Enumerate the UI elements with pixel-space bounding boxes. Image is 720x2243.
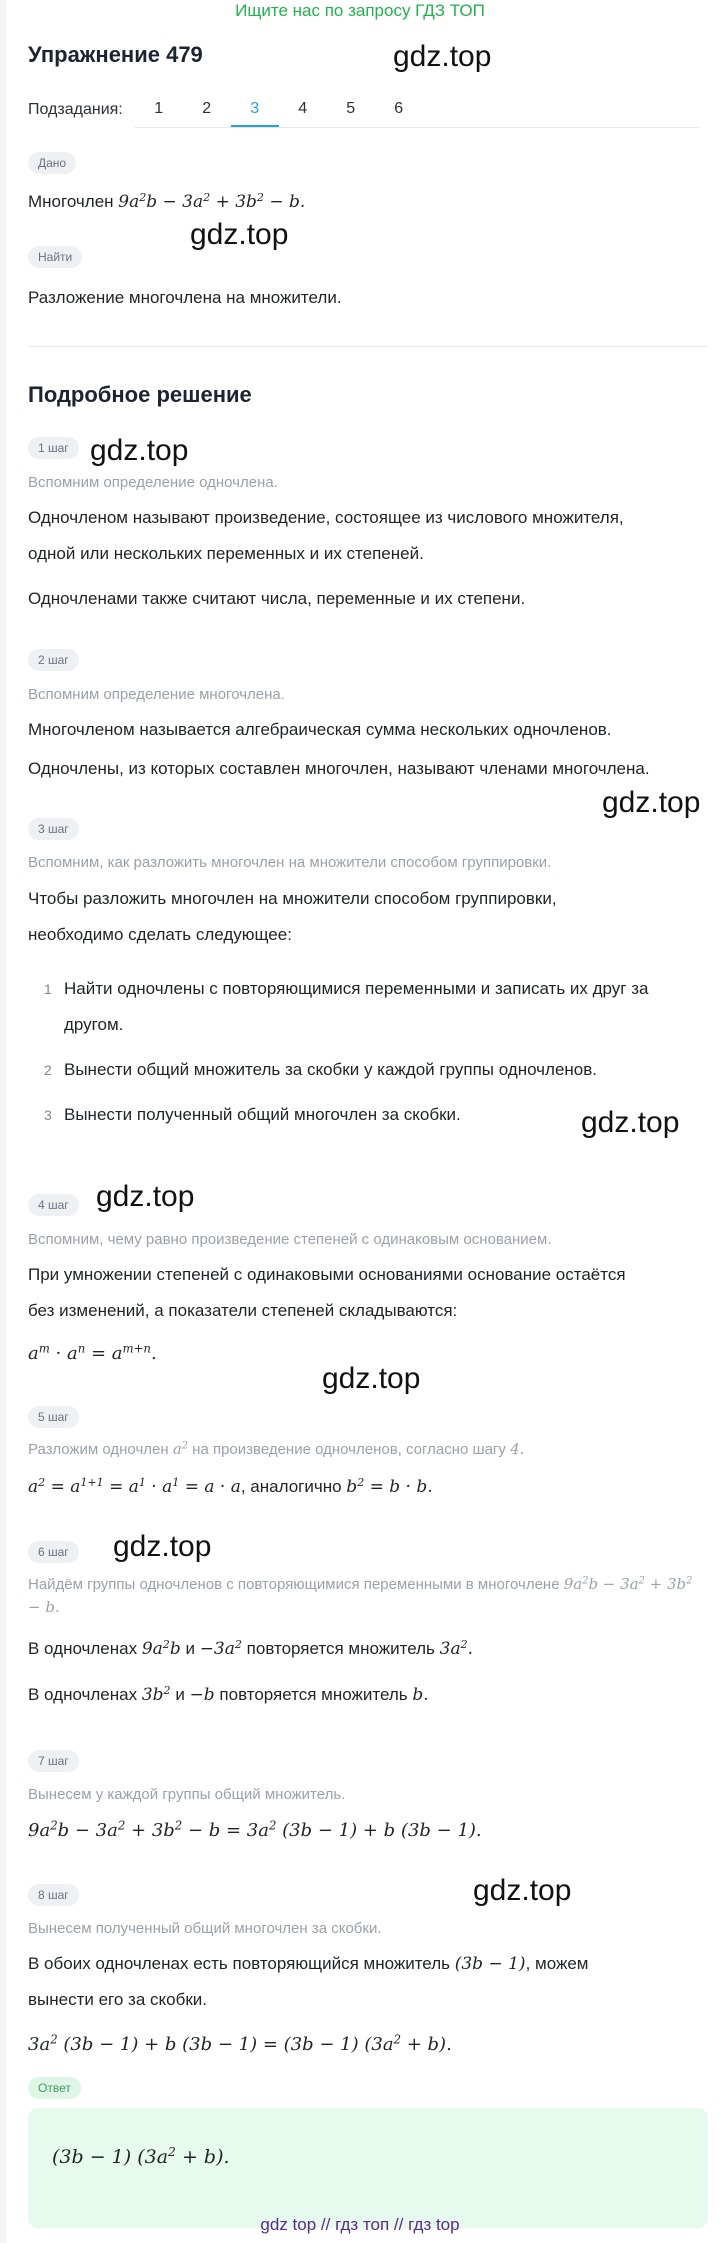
divider	[28, 346, 708, 347]
hint-part: на произведение одночленов, согласно шагу	[192, 1441, 506, 1458]
solution-heading: Подробное решение	[28, 382, 252, 407]
step-pill: 3 шаг	[28, 818, 79, 840]
formula-text: , аналогично	[240, 1477, 342, 1496]
find-pill: Найти	[28, 246, 82, 268]
watermark: gdz.top	[473, 1874, 572, 1907]
list-item-text: Вынести полученный общий многочлен за скобки.	[64, 1105, 461, 1124]
step-pill: 6 шаг	[28, 1541, 79, 1563]
step-hint: Вспомним определение многочлена.	[28, 686, 285, 703]
hint-math: $a^2$	[172, 1440, 188, 1458]
step-pill: 4 шаг	[28, 1194, 79, 1216]
step-pill: 8 шаг	[28, 1884, 79, 1906]
formula: $9a^2b - 3a^2 + 3b^2 - b = 3a^2$ (3b − 1) + b (3b − 1).	[28, 1818, 482, 1841]
watermark: gdz.top	[602, 786, 701, 819]
step-pill: 5 шаг	[28, 1406, 79, 1428]
list-item	[28, 1097, 708, 1133]
answer-pill: Ответ	[28, 2077, 81, 2099]
hint-part: Найдём группы одночленов с повторяющимися переменными в многочлене	[28, 1576, 560, 1593]
watermark: gdz.top	[322, 1362, 421, 1395]
watermark: gdz.top	[190, 218, 289, 251]
step-text: Одночленами также считают числа, переменные и их степени.	[28, 589, 526, 608]
given-label: Многочлен	[28, 192, 114, 211]
watermark: gdz.top	[113, 1530, 212, 1563]
step-hint	[28, 1438, 708, 1461]
subtask-tab-1[interactable]: 1	[154, 100, 164, 117]
subtask-tab-5[interactable]: 5	[346, 100, 356, 117]
formula: $a^2 = a^{1+1} = a^1 \cdot a^1 = a \cdot a$, аналогично $b^2 = b \cdot b$.	[28, 1475, 433, 1497]
subtask-tab-3[interactable]: 3	[231, 92, 279, 127]
given-text	[28, 184, 708, 220]
subtasks-tabs	[135, 92, 699, 128]
given-pill: Дано	[28, 152, 76, 174]
answer-formula: (3b − 1) $(3a^2 + b)$.	[52, 2145, 230, 2168]
step-text: одной или нескольких переменных и их степеней.	[28, 544, 424, 563]
step-hint: Вынесем полученный общий многочлен за скобки.	[28, 1920, 382, 1937]
step-hint: Вынесем у каждой группы общий множитель.	[28, 1786, 346, 1803]
step-text: необходимо сделать следующее:	[28, 925, 292, 944]
step-hint: Вспомним определение одночлена.	[28, 474, 278, 491]
step-text: В одночленах $9a^2b$ $и -3a^2$ повторяется множитель $3a^2$.	[28, 1637, 474, 1659]
formula: $3a^2$ (3b − 1) + b (3b − 1) = (3b − 1) $(3a^2 + b)$.	[28, 2032, 452, 2055]
hint-math: $9a^2b - 3a^2 + 3b^2 - b$.	[28, 1575, 693, 1616]
watermark: gdz.top	[393, 40, 492, 73]
step-text: вынести его за скобки.	[28, 1990, 208, 2009]
list-item	[28, 1052, 708, 1088]
step-hint: Вспомним, чему равно произведение степеней с одинаковым основанием.	[28, 1231, 552, 1248]
list-number: 2	[44, 1062, 52, 1078]
step-pill: 1 шаг	[28, 437, 79, 459]
step-text: Многочленом называется алгебраическая сумма нескольких одночленов.	[28, 720, 612, 739]
given-formula: $9a^2b - 3a^2 + 3b^2 - b$.	[118, 190, 306, 212]
list-number: 3	[44, 1107, 52, 1123]
list-item	[28, 1007, 708, 1043]
step-text: без изменений, а показатели степеней складываются:	[28, 1301, 458, 1320]
top-banner[interactable]: Ищите нас по запросу ГДЗ ТОП	[235, 1, 485, 20]
step-text: Одночленом называют произведение, состоящее из числового множителя,	[28, 508, 624, 527]
step-text: При умножении степеней с одинаковыми основаниями основание остаётся	[28, 1265, 626, 1284]
step-hint	[28, 1573, 708, 1619]
list-item-text: Вынести общий множитель за скобки у каждой группы одночленов.	[64, 1060, 598, 1079]
list-item-text: Найти одночлены с повторяющимися переменными и записать их друг за	[64, 979, 649, 998]
answer-box	[28, 2108, 708, 2228]
subtasks-label: Подзадания:	[28, 101, 123, 118]
list-number: 1	[44, 981, 52, 997]
subtasks-nav	[28, 92, 699, 128]
subtask-tab-4[interactable]: 4	[298, 100, 308, 117]
step-text: Одночлены, из которых составлен многочлен, называют членами многочлена.	[28, 759, 650, 778]
step-pill: 7 шаг	[28, 1750, 79, 1772]
step-text: Чтобы разложить многочлен на множители способом группировки,	[28, 889, 557, 908]
step-text: В одночленах $3b^2$ и −b повторяется множитель b.	[28, 1683, 429, 1705]
list-item	[28, 971, 708, 1007]
subtask-tab-2[interactable]: 2	[202, 100, 212, 117]
step-hint: Вспомним, как разложить многочлен на множители способом группировки.	[28, 854, 552, 871]
watermark: gdz.top	[96, 1180, 195, 1213]
left-rail	[0, 0, 6, 2243]
hint-part: Разложим одночлен	[28, 1441, 169, 1458]
page-title: Упражнение 479	[28, 42, 203, 67]
subtask-tab-6[interactable]: 6	[394, 100, 404, 117]
list-item-text: другом.	[64, 1015, 124, 1034]
hint-math: 4.	[510, 1440, 525, 1458]
step-text: В обоих одночленах есть повторяющийся множитель (3b − 1), можем	[28, 1954, 589, 1974]
find-text: Разложение многочлена на множители.	[28, 288, 342, 307]
watermark: gdz.top	[90, 434, 189, 467]
footer-links[interactable]: gdz top // гдз топ // гдз top	[260, 2215, 460, 2234]
formula: $a^m \cdot a^n = a^{m+n}$.	[28, 1341, 157, 1364]
step-pill: 2 шаг	[28, 649, 79, 671]
watermark: gdz.top	[581, 1106, 680, 1139]
